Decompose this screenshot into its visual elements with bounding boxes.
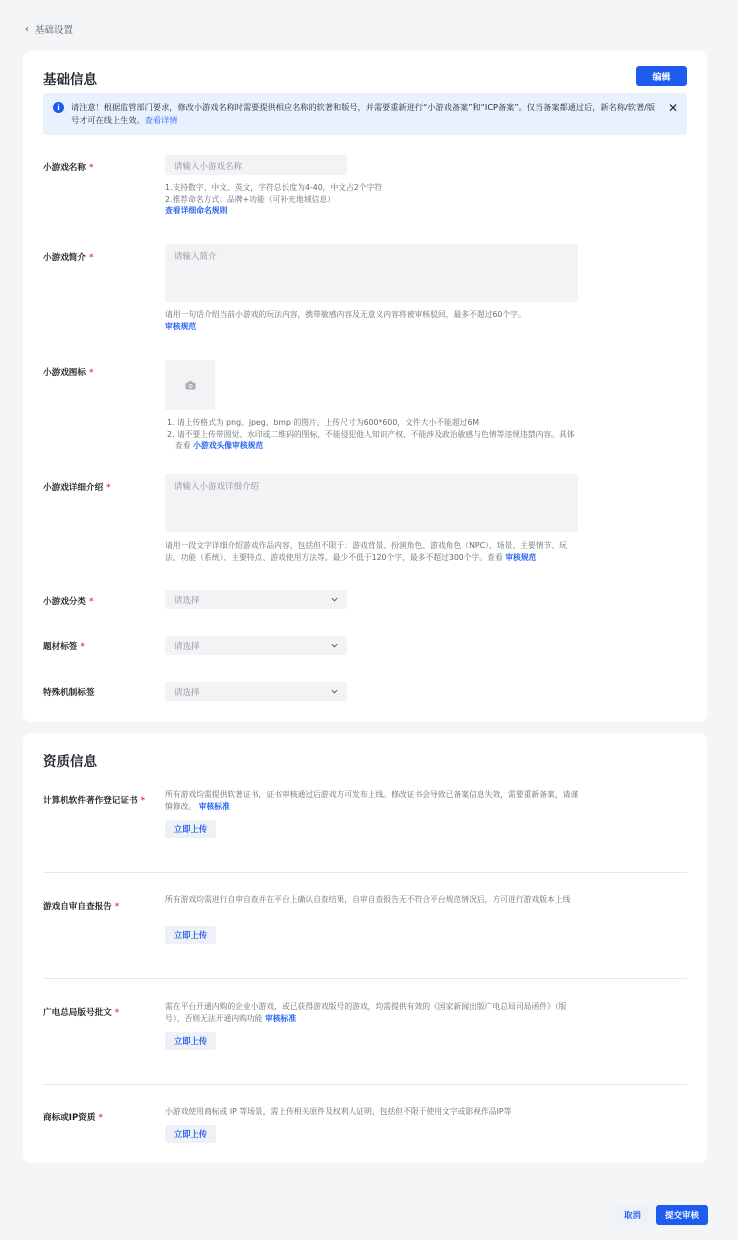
name-label: 小游戏名称 * (43, 163, 94, 173)
name-input[interactable]: 请输入小游戏名称 (165, 155, 347, 175)
qualification-title: 资质信息 (43, 754, 97, 770)
intro-review-link[interactable]: 审核规范 (165, 321, 197, 331)
divider (43, 872, 687, 873)
software-copyright-desc: 所有游戏均需提供软著证书，证书审核通过后游戏方可发布上线。修改证书会导致已备案信息失效，需要重新备案，请谨慎修改。 审核标准 (165, 790, 579, 811)
submit-review-button[interactable]: 提交审核 (656, 1205, 708, 1225)
divider (43, 1084, 687, 1085)
chevron-down-icon (331, 596, 338, 603)
license-approval-upload-button[interactable]: 立即上传 (165, 1032, 216, 1050)
icon-label: 小游戏图标 * (43, 368, 94, 378)
chevron-down-icon (331, 688, 338, 695)
camera-icon (185, 381, 196, 390)
icon-review-link[interactable]: 小游戏头像审核规范 (193, 441, 264, 450)
theme-tag-select[interactable]: 请选择 (165, 636, 347, 655)
detail-textarea[interactable]: 请输入小游戏详细介绍 (165, 474, 578, 532)
software-copyright-label: 计算机软件著作登记证书 * (43, 796, 146, 806)
theme-tag-label: 题材标签 * (43, 642, 85, 652)
software-copyright-upload-button[interactable]: 立即上传 (165, 820, 216, 838)
naming-rules-link[interactable]: 查看详细命名规则 (165, 206, 228, 215)
icon-hint: 1. 请上传格式为 png、jpeg、bmp 的图片，上传尺寸为600*600，文件大小不能超过6M 2. 请不要上传带圆觉、水印或二维码的图标，不能侵犯他人知识产权、不能涉及政治敏感与色情等违规违禁内容。具体查看 小游戏头像审核规范 (167, 418, 575, 450)
self-review-upload-button[interactable]: 立即上传 (165, 926, 216, 944)
breadcrumb-back[interactable] (25, 22, 73, 36)
license-approval-label: 广电总局版号批文 * (43, 1008, 120, 1018)
self-review-label: 游戏自审自查报告 * (43, 902, 120, 912)
basic-info-title: 基础信息 (43, 72, 97, 88)
detail-label: 小游戏详细介绍 * (43, 483, 111, 493)
basic-info-card (23, 51, 707, 722)
trademark-ip-desc: 小游戏使用商标或 IP 等场景，需上传相关原件及权利人证明，包括但不限于使用文字或影视作品IP等 (165, 1107, 512, 1116)
category-select[interactable]: 请选择 (165, 590, 347, 609)
self-review-desc: 所有游戏均需进行自审自查并在平台上确认自查结果，自审自查报告无不符合平台规范情况后，方可进行游戏版本上线 (165, 895, 571, 904)
chevron-down-icon (331, 642, 338, 649)
notice-text: 请注意！根据监管部门要求，修改小游戏名称时需要提供相应名称的软著和版号，并需要重新进行“小游戏备案”和“ICP备案”。仅当备案都通过后，新名称/软著/版号才可在线上生效。查看详情 (71, 102, 656, 125)
detail-review-link[interactable]: 审核规范 (505, 552, 537, 562)
icon-upload-box[interactable] (165, 360, 215, 410)
intro-label: 小游戏简介 * (43, 253, 94, 263)
notice-details-link[interactable]: 查看详情 (144, 115, 178, 125)
intro-textarea[interactable]: 请输入简介 (165, 244, 578, 302)
info-icon: i (53, 102, 64, 113)
divider (43, 978, 687, 979)
detail-hint: 请用一段文字详细介绍游戏作品内容，包括但不限于：游戏背景、扮演角色、游戏角色（NPC）、场景、主要情节、玩法、功能（系统）、主要特点、游戏使用方法等。最少不低于120个字，最多不超过300个字。查看 审核规范 (165, 541, 567, 562)
license-approval-desc: 需在平台开通内购的企业小游戏，或已获得游戏版号的游戏，均需提供有效的《国家新闻出版广电总局司局函件》（版号），否则无法开通内购功能 审核标准 (165, 1002, 567, 1023)
category-label: 小游戏分类 * (43, 597, 94, 607)
software-copyright-standard-link[interactable]: 审核标准 (198, 801, 230, 811)
chevron-left-icon: ‹ (25, 23, 29, 35)
close-icon[interactable]: ✕ (668, 101, 679, 115)
qualification-card (23, 733, 707, 1163)
trademark-ip-label: 商标或IP资质 * (43, 1113, 103, 1123)
trademark-ip-upload-button[interactable]: 立即上传 (165, 1125, 216, 1143)
name-hint: 1.支持数字、中文、英文，字符总长度为4-40，中文占2个字符 2.推荐命名方式：品牌+功能（可补充地域信息） 查看详细命名规则 (165, 183, 383, 215)
breadcrumb-label: 基础设置 (35, 25, 74, 36)
intro-hint: 请用一句话介绍当前小游戏的玩法内容，携带敏感内容及无意义内容将被审核驳回，最多不超过60个字。 审核规范 (165, 309, 595, 332)
edit-button[interactable]: 编辑 (636, 66, 687, 86)
mechanic-tag-label: 特殊机制标签 (43, 688, 95, 698)
license-approval-standard-link[interactable]: 审核标准 (264, 1013, 297, 1023)
notice-banner (43, 93, 687, 135)
mechanic-tag-select[interactable]: 请选择 (165, 682, 347, 701)
cancel-button[interactable]: 取消 (617, 1205, 648, 1225)
